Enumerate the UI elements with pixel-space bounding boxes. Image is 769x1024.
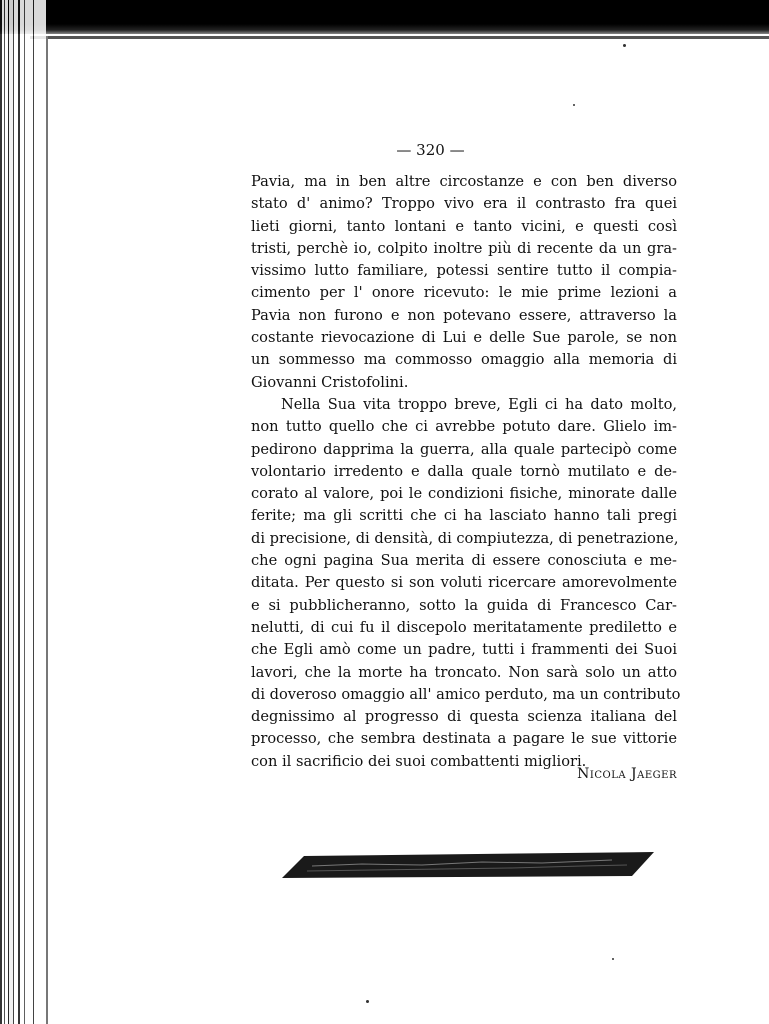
text-line: Nella Sua vita troppo breve, Egli ci ha dato molto, (281, 395, 677, 413)
text-line: con il sacrificio dei suoi combattenti migliori. (251, 752, 587, 770)
text-line: ferite; ma gli scritti che ci ha lasciato hanno tali pregi (251, 507, 677, 525)
paper-speck (573, 104, 575, 106)
text-line: Pavia non furono e non potevano essere, attraverso la (251, 306, 677, 324)
paragraph-1 (251, 171, 677, 394)
text-line: e si pubblicheranno, sotto la guida di Francesco Car- (251, 596, 677, 614)
paper-speck (612, 958, 614, 960)
text-line: processo, che sembra destinata a pagare le sue vittorie (251, 730, 677, 748)
text-line: degnissimo al progresso di questa scienza italiana del (251, 708, 677, 726)
text-line: volontario irredento e dalla quale tornò mutilato e de- (251, 462, 677, 480)
paragraph-2 (251, 394, 681, 773)
decorative-rule-ornament (282, 852, 654, 880)
text-line: lieti giorni, tanto lontani e tanto vicini, e questi così (251, 217, 677, 235)
text-line: lavori, che la morte ha troncato. Non sarà solo un atto (251, 663, 677, 681)
text-line: di doveroso omaggio all' amico perduto, ma un contributo (251, 685, 681, 703)
text-line: tristi, perchè io, colpito inoltre più di recente da un gra- (251, 239, 677, 257)
text-line: vissimo lutto familiare, potessi sentire tutto il compia- (251, 262, 677, 280)
text-line: costante rievocazione di Lui e delle Sue parole, se non (251, 329, 677, 347)
text-line: nelutti, di cui fu il discepolo meritatamente prediletto e (251, 618, 677, 636)
text-line: che ogni pagina Sua merita di essere conosciuta e me- (251, 552, 677, 570)
text-line: che Egli amò come un padre, tutti i frammenti dei Suoi (251, 641, 677, 659)
paper-speck (623, 44, 626, 47)
text-line: stato d' animo? Troppo vivo era il contrasto fra quei (251, 195, 677, 213)
text-line: pedirono dapprima la guerra, alla quale partecipò come (251, 440, 677, 458)
paper-speck (366, 1000, 369, 1003)
text-line: un sommesso ma commosso omaggio alla memoria di (251, 351, 677, 369)
text-line: cimento per l' onore ricevuto: le mie prime lezioni a (251, 284, 677, 302)
text-line: Pavia, ma in ben altre circostanze e con ben diverso (251, 173, 677, 190)
text-line: non tutto quello che ci avrebbe potuto dare. Glielo im- (251, 418, 677, 436)
body-text (251, 171, 681, 773)
text-line: corato al valore, poi le condizioni fisiche, minorate dalle (251, 485, 677, 503)
author-signature: Nicola Jaeger (577, 766, 677, 782)
page-number: — 320 — (396, 141, 465, 159)
text-line: ditata. Per questo si son voluti ricercare amorevolmente (251, 574, 677, 592)
text-line: di precisione, di densità, di compiutezza, di penetrazione, (251, 529, 679, 547)
text-line: Giovanni Cristofolini. (251, 373, 409, 391)
